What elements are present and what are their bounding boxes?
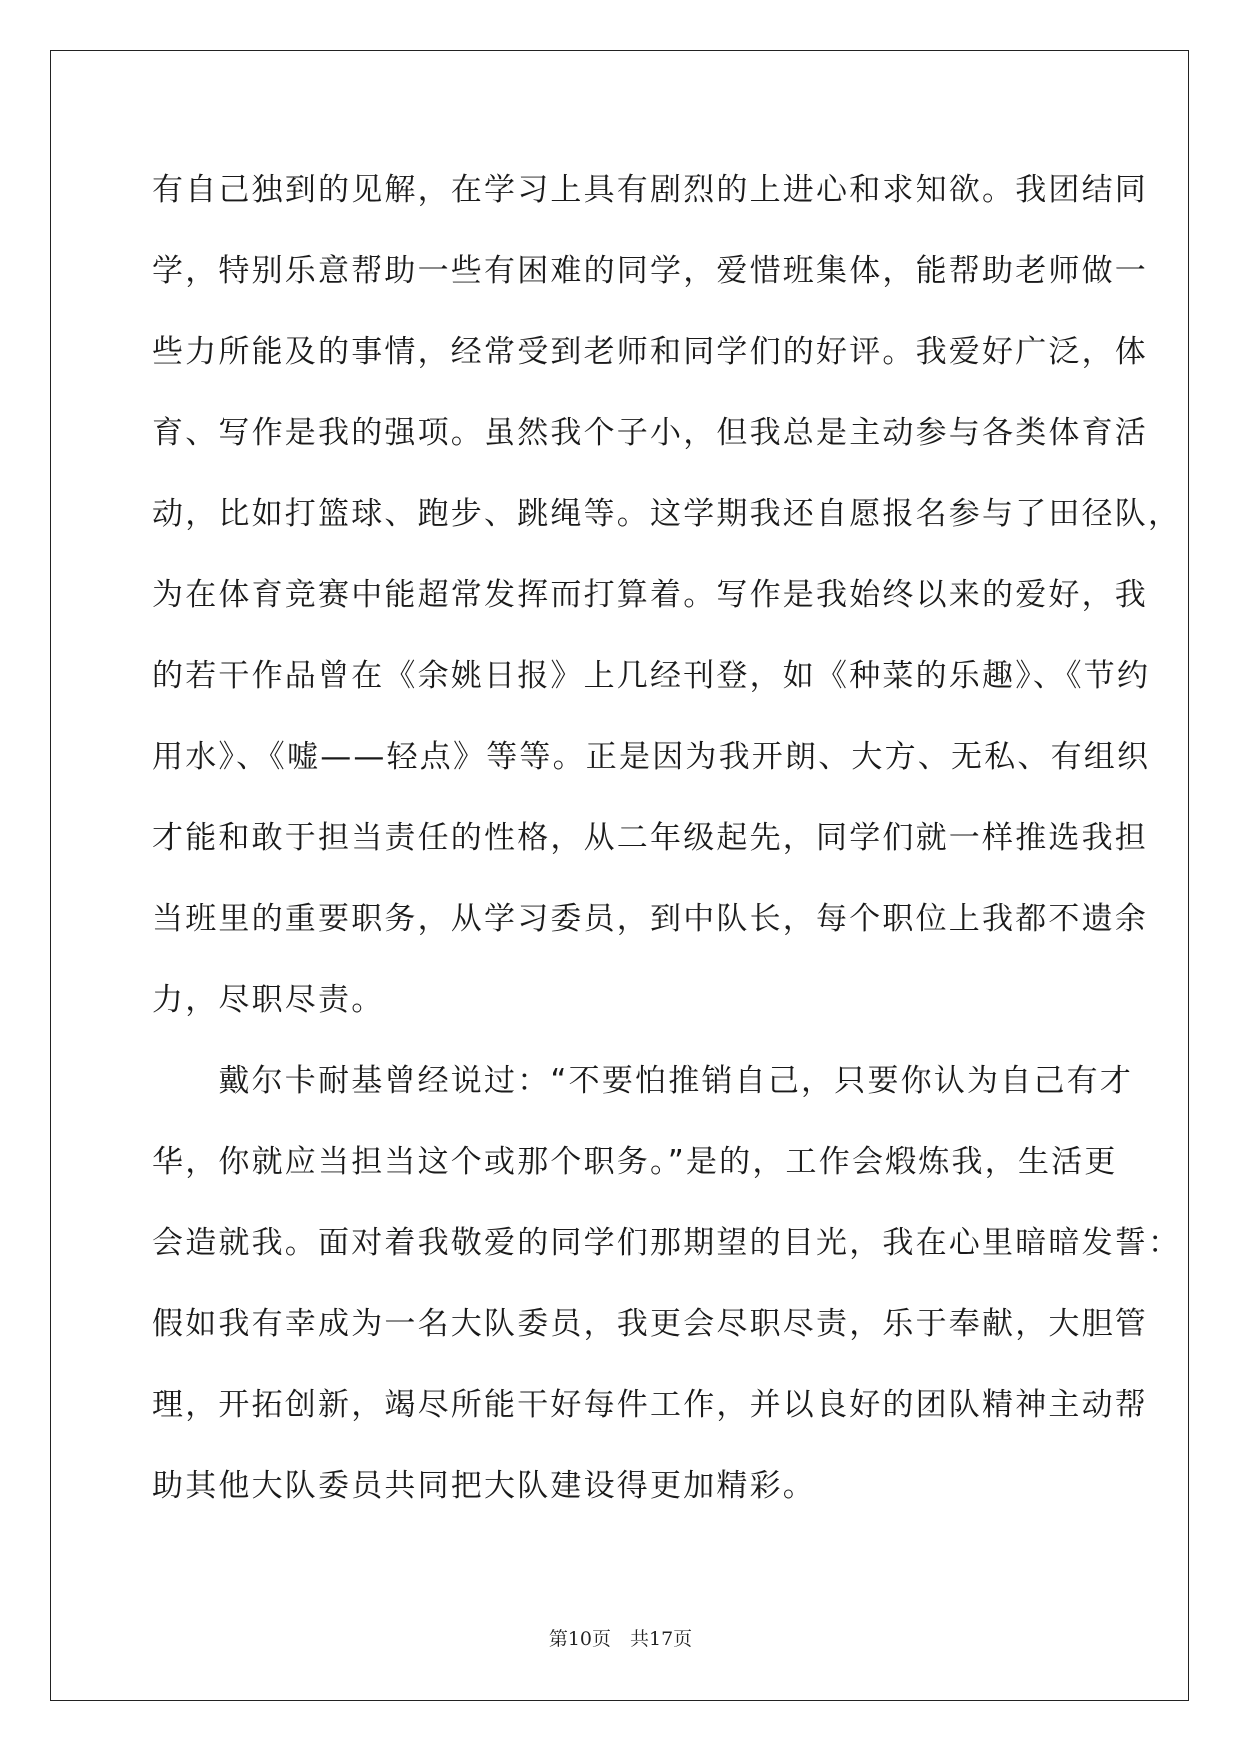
page-number: 第10页 共17页 [548,1628,693,1650]
page-border [50,50,1189,1701]
paragraph-line: 华，你就应当担当这个或那个职务。”是的，工作会煅炼我，生活更 [152,1144,1118,1180]
paragraph-line: 育、写作是我的强项。虽然我个子小，但我总是主动参与各类体育活 [152,415,1148,451]
paragraph-line: 会造就我。面对着我敬爱的同学们那期望的目光，我在心里暗暗发誓： [152,1225,1182,1261]
paragraph-line: 有自己独到的见解，在学习上具有剧烈的上进心和求知欲。我团结同 [152,172,1148,208]
paragraph-line: 理，开拓创新，竭尽所能干好每件工作，并以良好的团队精神主动帮 [152,1387,1148,1423]
paragraph-line: 助其他大队委员共同把大队建设得更加精彩。 [152,1468,816,1504]
paragraph-line: 些力所能及的事情，经常受到老师和同学们的好评。我爱好广泛，体 [152,334,1148,370]
paragraph-line: 动，比如打篮球、跑步、跳绳等。这学期我还自愿报名参与了田径队， [152,496,1182,532]
paragraph-line: 的若干作品曾在《余姚日报》上几经刊登，如《种菜的乐趣》、《节约 [152,658,1151,694]
paragraph-line: 学，特别乐意帮助一些有困难的同学，爱惜班集体，能帮助老师做一 [152,253,1148,289]
paragraph-line: 用水》、《嘘——轻点》等等。正是因为我开朗、大方、无私、有组织 [152,739,1151,775]
paragraph-line: 当班里的重要职务，从学习委员，到中队长，每个职位上我都不遗余 [152,901,1148,937]
page-footer [0,1624,1241,1651]
paragraph-line: 假如我有幸成为一名大队委员，我更会尽职尽责，乐于奉献，大胆管 [152,1306,1148,1342]
paragraph-line: 才能和敢于担当责任的性格，从二年级起先，同学们就一样推选我担 [152,820,1148,856]
paragraph-line: 戴尔卡耐基曾经说过：“不要怕推销自己，只要你认为自己有才 [152,1063,1134,1099]
paragraph-line: 力，尽职尽责。 [152,982,385,1018]
paragraph-line: 为在体育竞赛中能超常发挥而打算着。写作是我始终以来的爱好，我 [152,577,1148,613]
